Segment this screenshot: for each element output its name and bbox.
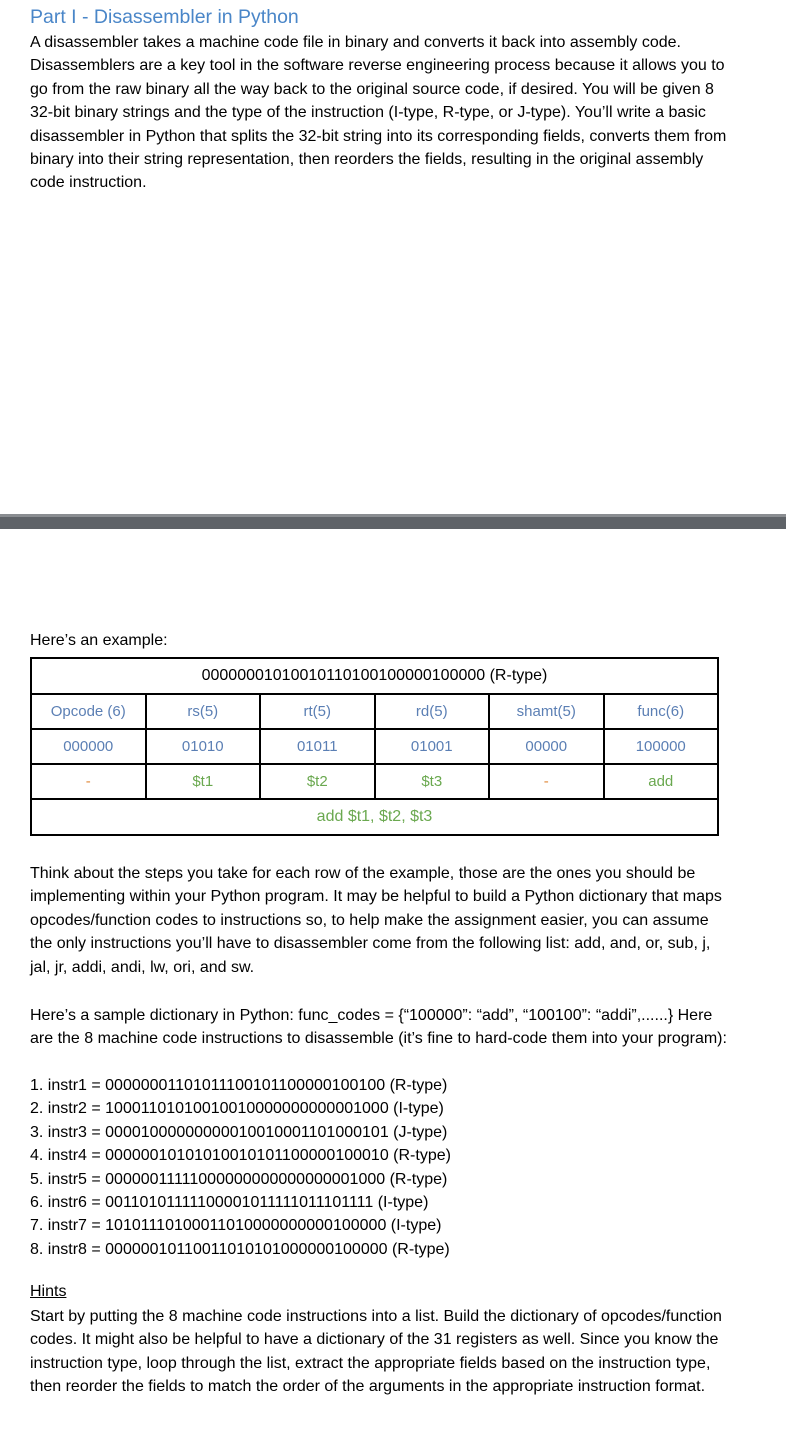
section-divider <box>0 514 786 529</box>
list-item: 1. instr1 = 00000001101011100101100000100100 (R-type) <box>30 1077 448 1094</box>
decoded-rt: $t2 <box>260 764 375 799</box>
example-label: Here’s an example: <box>30 632 168 649</box>
intro-paragraph: A disassembler takes a machine code file in binary and converts it back into assembly code. Disassemblers are a key tool in the software reverse engineering process because it allows you to go from the raw binary all the way back to the original source code, if desired. You will be given 8 32-bit binary strings and the type of the instruction (I-type, R-type, or J-type). You’ll write a basic disassembler in Python that splits the 32-bit string into its corresponding fields, converts them from binary into their string representation, then reorders the fields, resulting in the original assembly code instruction. <box>30 34 727 192</box>
header-opcode: Opcode (6) <box>31 694 146 729</box>
header-func: func(6) <box>604 694 719 729</box>
list-item: 3. instr3 = 00001000000000010010001101000101 (J-type) <box>30 1123 448 1141</box>
header-shamt: shamt(5) <box>489 694 604 729</box>
list-item: 2. instr2 = 10001101010010010000000000001000 (I-type) <box>30 1100 444 1118</box>
decoded-row <box>31 764 718 799</box>
hints-heading: Hints <box>30 1283 67 1300</box>
bits-rs: 01010 <box>146 729 261 764</box>
list-item: 6. instr6 = 00110101111100001011111011101111 (I-type) <box>30 1194 429 1212</box>
header-rt: rt(5) <box>260 694 375 729</box>
page-title: Part I - Disassembler in Python <box>30 6 299 28</box>
list-item: 5. instr5 = 00000011111000000000000000001000 (R-type) <box>30 1170 448 1188</box>
bits-row <box>31 729 718 764</box>
bits-rt: 01011 <box>260 729 375 764</box>
decoded-rs: $t1 <box>146 764 261 799</box>
decoded-rd: $t3 <box>375 764 490 799</box>
example-result: add $t1, $t2, $t3 <box>31 799 718 835</box>
decoded-shamt: - <box>489 764 604 799</box>
list-item: 8. instr8 = 00000010110011010101000000100000 (R-type) <box>30 1240 450 1258</box>
instruction-list <box>30 1074 451 1261</box>
header-rs: rs(5) <box>146 694 261 729</box>
hints-paragraph: Start by putting the 8 machine code instructions into a list. Build the dictionary of opcodes/function codes. It might also be helpful to have a dictionary of the 31 registers as well. Since you know the instruction type, loop through the list, extract the appropriate fields based on the instruction type, then reorder the fields to match the order of the arguments in the appropriate instruction format. <box>30 1308 722 1396</box>
header-rd: rd(5) <box>375 694 490 729</box>
sample-paragraph: Here’s a sample dictionary in Python: func_codes = {“100000”: “add”, “100100”: “addi”,......} Here are the 8 machine code instructions to disassemble (it’s fine to hard-code them into your program): <box>30 1007 727 1048</box>
decoded-func: add <box>604 764 719 799</box>
bits-opcode: 000000 <box>31 729 146 764</box>
list-item: 4. instr4 = 00000010101010010101100000100010 (R-type) <box>30 1147 451 1165</box>
bits-rd: 01001 <box>375 729 490 764</box>
decoded-opcode: - <box>31 764 146 799</box>
list-item: 7. instr7 = 10101110100011010000000000100000 (I-type) <box>30 1217 442 1235</box>
example-binary: 00000001010010110100100000100000 (R-type) <box>31 658 718 694</box>
header-row <box>31 694 718 729</box>
example-table <box>30 657 719 836</box>
think-paragraph: Think about the steps you take for each row of the example, those are the ones you should be implementing within your Python program. It may be helpful to build a Python dictionary that maps opcodes/function codes to instructions so, to help make the assignment easier, you can assume the only instructions you’ll have to disassembler come from the following list: add, and, or, sub, j, jal, jr, addi, andi, lw, ori, and sw. <box>30 865 722 976</box>
bits-func: 100000 <box>604 729 719 764</box>
bits-shamt: 00000 <box>489 729 604 764</box>
